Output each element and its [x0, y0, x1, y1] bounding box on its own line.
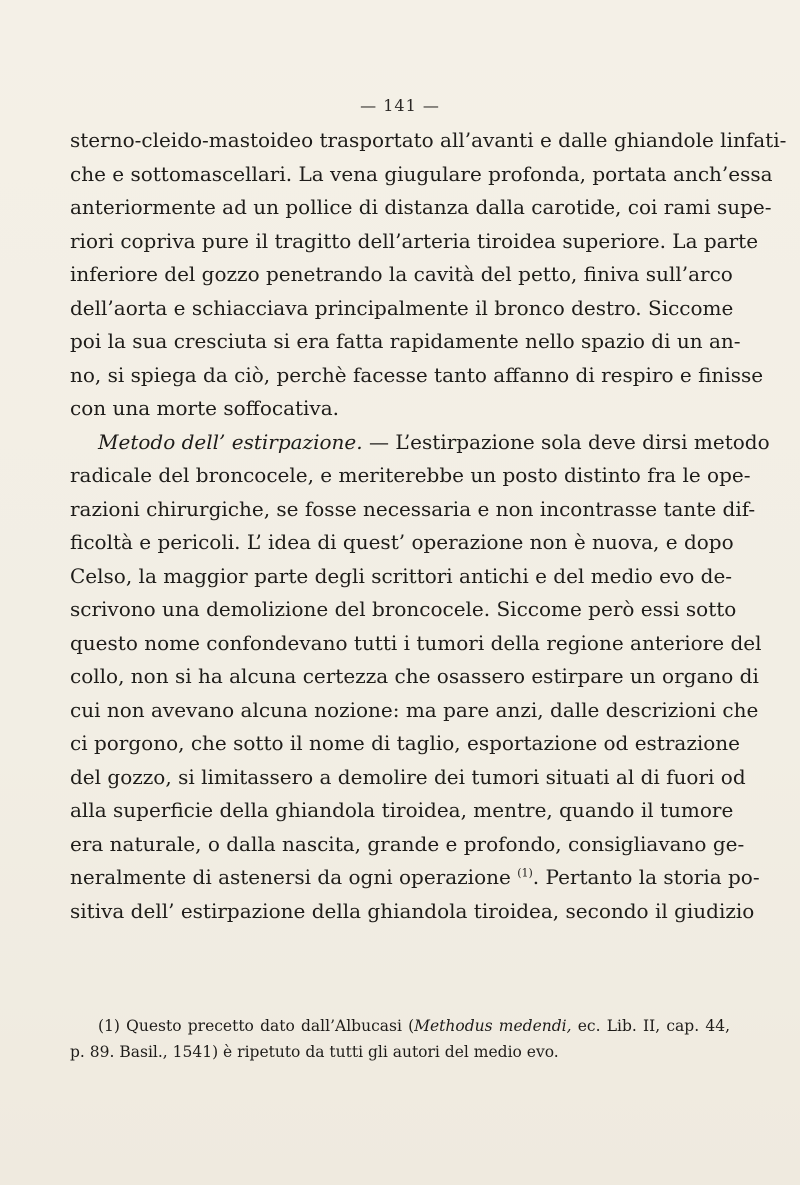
text-line: ficoltà e pericoli. L’ idea di quest’ operazione non è nuova, e dopo [70, 530, 734, 554]
footnote-cited-title: Methodus medendi, [414, 1017, 572, 1035]
section-first-line [70, 426, 770, 460]
text-line: del gozzo, si limitassero a demolire dei tumori situati al di fuori od [70, 764, 746, 789]
text-line: razioni chirurgiche, se fosse necessaria e non incontrasse tante dif- [70, 496, 756, 521]
text-line: alla superficie della ghiandola tiroidea, mentre, quando il tumore [70, 798, 734, 822]
text-line: con una morte soffocativa. [70, 396, 340, 420]
text-line: no, si spiega da ciò, perchè facesse tanto affanno di respiro e finisse [70, 362, 764, 387]
footnotes [70, 1013, 730, 1065]
ref-line-after: . Pertanto la storia po- [532, 865, 760, 889]
text-line: poi la sua cresciuta si era fatta rapidamente nello spazio di un an- [70, 329, 741, 353]
text-line: collo, non si ha alcuna certezza che osassero estirpare un organo di [70, 664, 759, 688]
footnote-text-after: ec. Lib. II, cap. 44, [571, 1017, 730, 1035]
text-line: scrivono una demolizione del broncocele. Siccome però essi sotto [70, 597, 737, 621]
text-line: Celso, la maggior parte degli scrittori antichi e del medio evo de- [70, 563, 733, 588]
text-line: radicale del broncocele, e meriterebbe un posto distinto fra le ope- [70, 463, 751, 487]
text-line: questo nome confondevano tutti i tumori della regione anteriore del [70, 630, 762, 655]
text-line: era naturale, o dalla nascita, grande e profondo, consigliavano ge- [70, 831, 745, 856]
text-line: riori copriva pure il tragitto dell’arteria tiroidea superiore. La parte [70, 228, 759, 253]
text-line: che e sottomascellari. La vena giugulare profonda, portata anch’essa [70, 161, 773, 186]
section-line-text: — L’estirpazione sola deve dirsi metodo [368, 429, 770, 454]
text-line: dell’aorta e schiacciava principalmente il bronco destro. Siccome [70, 295, 734, 320]
text-line: anteriormente ad un pollice di distanza dalla carotide, coi rami supe- [70, 195, 772, 219]
text-line-with-reference [70, 861, 760, 895]
footnote-line [70, 1013, 730, 1039]
text-line: cui non avevano alcuna nozione: ma pare anzi, dalle descrizioni che [70, 697, 759, 722]
text-line: sitiva dell’ estirpazione della ghiandola tiroidea, secondo il giudizio [70, 898, 755, 923]
body-text [70, 124, 787, 928]
footnote-marker: (1) [98, 1017, 120, 1035]
text-line: sterno-cleido-mastoideo trasportato all’avanti e dalle ghiandole linfati- [70, 128, 787, 152]
section-heading: Metodo dell’ estirpazione. [98, 429, 363, 454]
footnote-text: Questo precetto dato dall’Albucasi ( [126, 1017, 415, 1035]
text-line: ci porgono, che sotto il nome di taglio, esportazione od estrazione [70, 731, 741, 755]
footnote-reference[interactable]: (1) [517, 866, 533, 880]
page-number: — 141 — [360, 96, 440, 115]
text-line: inferiore del gozzo penetrando la cavità del petto, finiva sull’arco [70, 262, 733, 286]
footnote-line-2: p. 89. Basil., 1541) è ripetuto da tutti gli autori del medio evo. [70, 1043, 559, 1061]
ref-line-before: neralmente di astenersi da ogni operazione [70, 865, 511, 889]
